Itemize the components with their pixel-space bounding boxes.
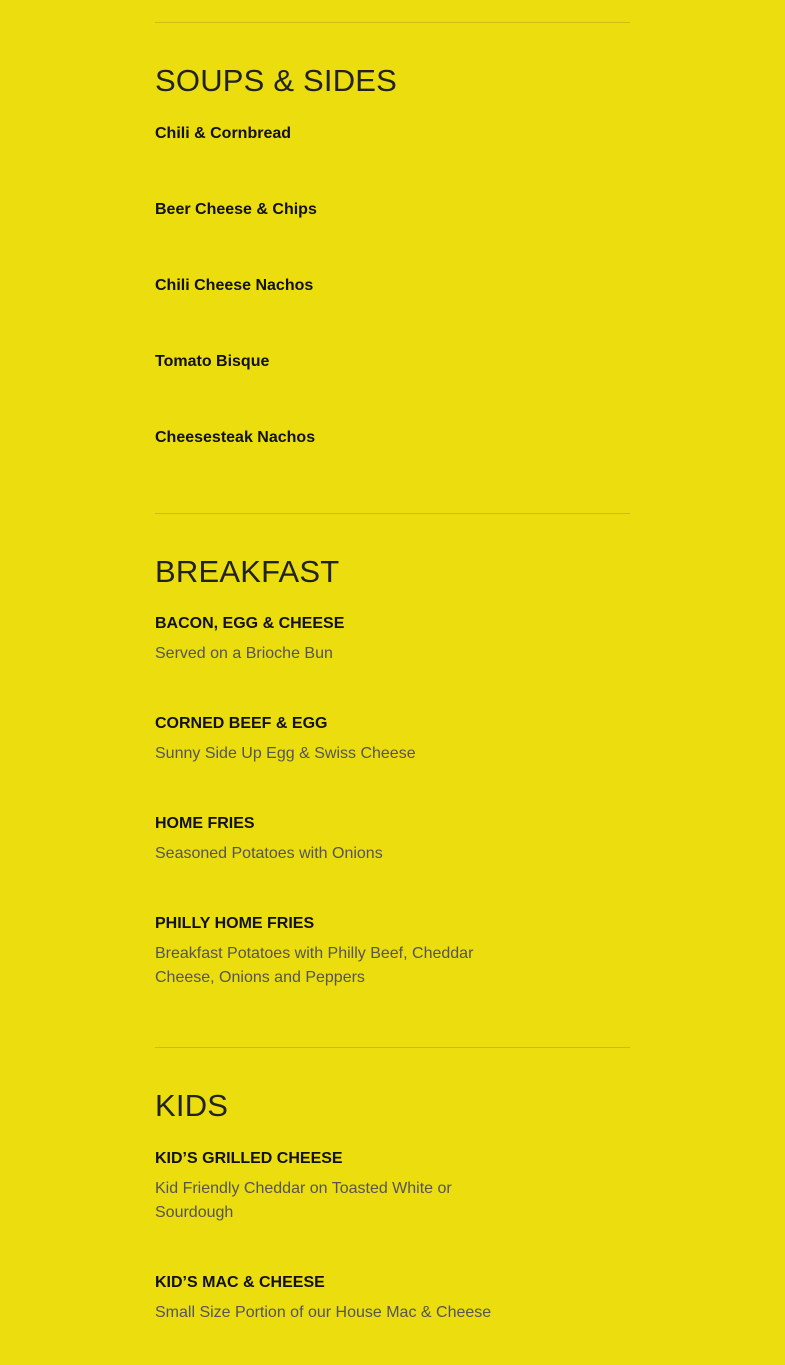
menu-item-description: Served on a Brioche Bun bbox=[155, 645, 333, 662]
section-title-kids: KIDS bbox=[155, 1088, 229, 1123]
menu-item-cheesesteak-nachos: Cheesesteak Nachos bbox=[155, 429, 316, 446]
menu-item-chili-cheese-nachos: Chili Cheese Nachos bbox=[155, 277, 314, 294]
menu-item-tomato-bisque: Tomato Bisque bbox=[155, 353, 270, 370]
section-divider bbox=[155, 22, 630, 23]
section-title-soups-sides: SOUPS & SIDES bbox=[155, 63, 398, 98]
section-title-breakfast: BREAKFAST bbox=[155, 554, 340, 589]
menu-item-philly-home-fries: PHILLY HOME FRIES bbox=[155, 915, 315, 932]
menu-item-kids-mac-cheese: KID’S MAC & CHEESE bbox=[155, 1274, 325, 1291]
menu-item-home-fries: HOME FRIES bbox=[155, 815, 255, 832]
menu-item-description: Small Size Portion of our House Mac & Cheese bbox=[155, 1304, 492, 1321]
menu-item-description: Breakfast Potatoes with Philly Beef, Cheddar Cheese, Onions and Peppers bbox=[155, 945, 474, 986]
menu-item-kids-grilled-cheese: KID’S GRILLED CHEESE bbox=[155, 1150, 343, 1167]
menu-item-chili-cornbread: Chili & Cornbread bbox=[155, 125, 292, 142]
menu-item-description: Kid Friendly Cheddar on Toasted White or Sourdough bbox=[155, 1180, 452, 1221]
section-divider bbox=[155, 1047, 630, 1048]
section-divider bbox=[155, 513, 630, 514]
menu-item-beer-cheese-chips: Beer Cheese & Chips bbox=[155, 201, 317, 218]
menu-item-bacon-egg-cheese: BACON, EGG & CHEESE bbox=[155, 615, 345, 632]
menu-item-description: Seasoned Potatoes with Onions bbox=[155, 845, 383, 862]
menu-item-corned-beef-egg: CORNED BEEF & EGG bbox=[155, 715, 328, 732]
menu-item-description: Sunny Side Up Egg & Swiss Cheese bbox=[155, 745, 416, 762]
